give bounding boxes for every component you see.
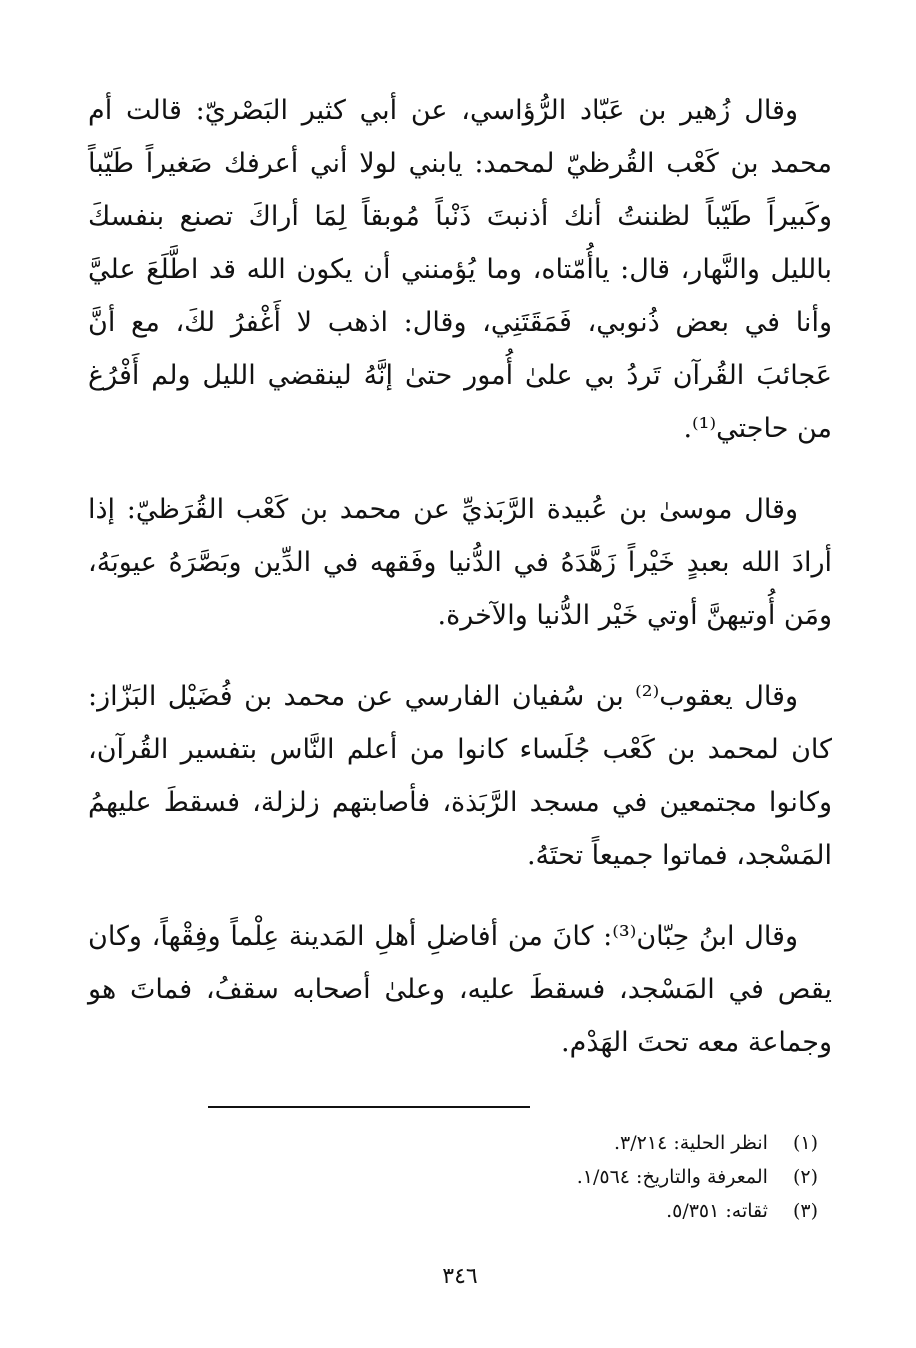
paragraph-text: وقال زُهير بن عَبّاد الرُّؤاسي، عن أبي كثير البَصْريّ: قالت أم محمد بن كَعْب القُرظيّ لمحمد: يابني لولا أني أعرفك صَغيراً طَيّباً وكَبيراً طَيّباً لظننتُ أنك أذنبتَ ذَنْباً مُوبقاً لِمَا أراكَ تصنع بنفسكَ بالليل والنَّهار، قال: ياأُمّتاه، وما يُؤمنني أن يكون الله قد اطَّلَعَ عليَّ وأنا في بعض ذُنوبي، فَمَقَتَنِي، وقال: اذهب لا أَغْفرُ لكَ، مع أنَّ عَجائبَ القُرآن تَردُ بي علىٰ أُمور حتىٰ إنَّهُ لينقضي الليل ولم أَفْرُغ من حاجتي⁽¹⁾. <box>88 95 832 444</box>
footnote-text: المعرفة والتاريخ: ١/٥٦٤. <box>576 1166 768 1188</box>
footnote-1 <box>258 1126 818 1160</box>
footnote-2 <box>258 1160 818 1194</box>
footnote-number: (٣) <box>792 1200 818 1222</box>
paragraph-ibn-hibban <box>88 910 832 1069</box>
paragraph-text: وقال ابنُ حِبّان⁽³⁾: كانَ من أفاضلِ أهلِ المَدينة عِلْماً وفِقْهاً، وكان يقص في المَسْجد، فسقطَ عليه، وعلىٰ أصحابه سقفُ، فماتَ هو وجماعة معه تحتَ الهَدْم. <box>88 921 832 1058</box>
footnote-text: ثقاته: ٥/٣٥١. <box>666 1200 768 1222</box>
footnote-number: (١) <box>792 1132 818 1154</box>
footnote-text: انظر الحلية: ٣/٢١٤. <box>614 1132 768 1154</box>
page <box>88 84 832 1324</box>
footnote-divider <box>208 1106 530 1108</box>
paragraph-text: وقال يعقوب⁽²⁾ بن سُفيان الفارسي عن محمد بن فُضَيْل البَزّاز: كان لمحمد بن كَعْب جُلَساء كانوا من أعلم النَّاس بتفسير القُرآن، وكانوا مجتمعين في مسجد الرَّبَذة، فأصابتهم زلزلة، فسقطَ عليهمُ المَسْجد، فماتوا جميعاً تحتَهُ. <box>88 681 832 871</box>
footnote-number: (٢) <box>792 1166 818 1188</box>
footnotes-list <box>258 1126 818 1228</box>
paragraph-text: وقال موسىٰ بن عُبيدة الرَّبَذيِّ عن محمد بن كَعْب القُرَظيّ: إذا أرادَ الله بعبدٍ خَيْراً زَهَّدَهُ في الدُّنيا وفَقهه في الدِّين وبَصَّرَهُ عيوبَهُ، ومَن أُوتيهنَّ أوتي خَيْر الدُّنيا والآخرة. <box>88 494 832 631</box>
footnotes-section <box>88 1106 832 1222</box>
paragraph-yaqub <box>88 670 832 882</box>
page-number: ٣٤٦ <box>442 1264 478 1289</box>
paragraph-zuhair <box>88 84 832 455</box>
paragraph-musa <box>88 483 832 642</box>
footnote-3 <box>258 1194 818 1228</box>
